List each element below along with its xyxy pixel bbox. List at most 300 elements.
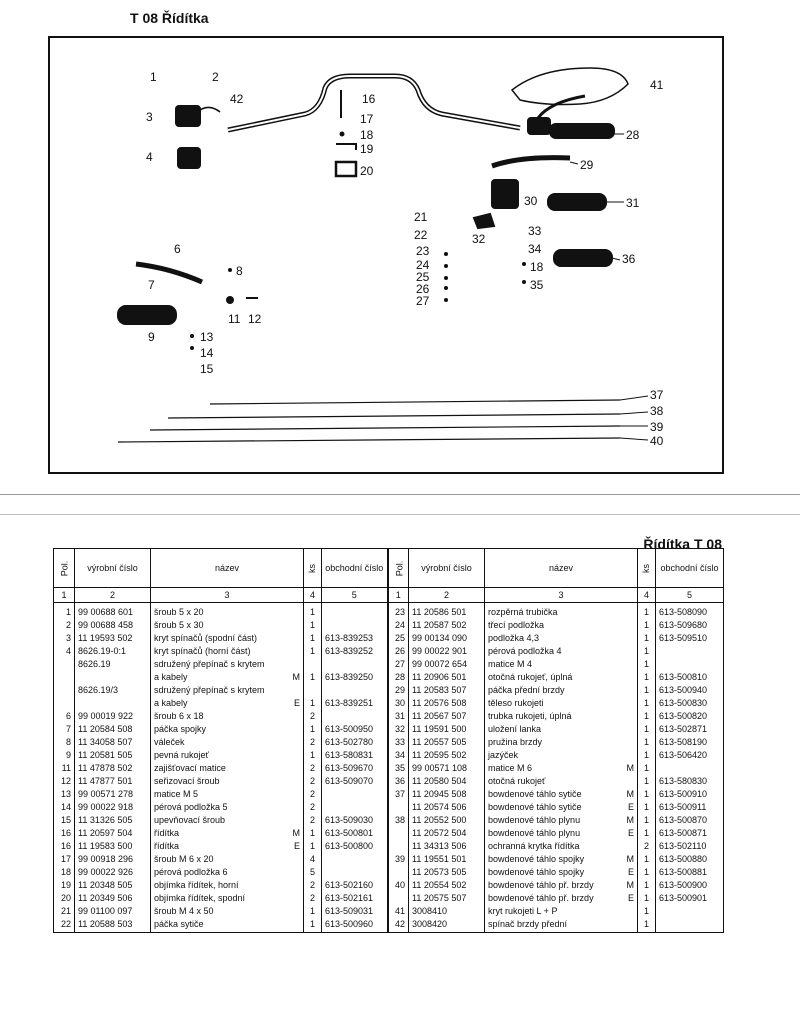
cell-oc: 613-500901: [656, 893, 724, 906]
cell-n: [151, 633, 304, 646]
cell-n: [485, 724, 638, 737]
cell-ks: [304, 659, 322, 672]
callout-3: 3: [146, 110, 153, 124]
cell-pol: 38: [388, 815, 409, 828]
col-number: 1: [54, 588, 75, 603]
table-row: [54, 776, 724, 789]
variant-flag: M: [292, 672, 300, 682]
cell-vc: 11 19583 500: [75, 841, 151, 854]
col-number: 2: [409, 588, 485, 603]
cell-vc: 11 20576 508: [409, 698, 485, 711]
cell-ks: 5: [304, 867, 322, 880]
cell-pol: 3: [54, 633, 75, 646]
col-number: 4: [638, 588, 656, 603]
cell-n: [485, 841, 638, 854]
cell-pol: 21: [54, 906, 75, 919]
part-name: trubka rukojeti, úplná: [488, 711, 572, 721]
table-row: [54, 724, 724, 737]
cell-pol: 9: [54, 750, 75, 763]
callout-36: 36: [622, 252, 636, 266]
part-name: šroub M 6 x 20: [154, 854, 214, 864]
cell-pol: 18: [54, 867, 75, 880]
part-name: kryt rukojeti L + P: [488, 906, 558, 916]
part-name: otočná rukojeť, úplná: [488, 672, 573, 682]
callout-41: 41: [650, 78, 664, 92]
cell-pol: [54, 659, 75, 672]
header-pol: Pol.: [388, 549, 409, 588]
part-name: třecí podložka: [488, 620, 545, 630]
table-title: Řídítka T 08: [643, 536, 722, 552]
cell-pol: 31: [388, 711, 409, 724]
cell-vc: 11 20554 502: [409, 880, 485, 893]
callout-40: 40: [650, 434, 664, 448]
cell-pol: 40: [388, 880, 409, 893]
part-name: otočná rukojeť: [488, 776, 546, 786]
part-name: spínač brzdy přední: [488, 919, 568, 929]
cell-vc: 3008420: [409, 919, 485, 933]
part-name: sdružený přepínač s krytem: [154, 659, 265, 669]
cell-ks: 1: [304, 919, 322, 933]
cell-n: [485, 633, 638, 646]
callout-2: 2: [212, 70, 219, 84]
table-row: [54, 633, 724, 646]
callout-14: 14: [200, 346, 214, 360]
part-name: uložení lanka: [488, 724, 542, 734]
cell-ks: 1: [638, 659, 656, 672]
cell-n: [485, 620, 638, 633]
cell-oc: 613-500911: [656, 802, 724, 815]
part-name: matice M 5: [154, 789, 199, 799]
callout-18b: 18: [530, 260, 544, 274]
part-name: upevňovací šroub: [154, 815, 226, 825]
cell-pol: 33: [388, 737, 409, 750]
cell-oc: [656, 906, 724, 919]
callout-28: 28: [626, 128, 640, 142]
cell-oc: 613-500900: [656, 880, 724, 893]
header-pol: Pol.: [54, 549, 75, 588]
cell-oc: 613-839252: [322, 646, 388, 659]
cell-oc: 613-508090: [656, 603, 724, 621]
cell-pol: [388, 867, 409, 880]
part-name: šroub M 4 x 50: [154, 906, 214, 916]
callout-6: 6: [174, 242, 181, 256]
cell-ks: 1: [638, 633, 656, 646]
cell-pol: 11: [54, 763, 75, 776]
cell-oc: [322, 854, 388, 867]
callout-34: 34: [528, 242, 542, 256]
part-name: páčka sytiče: [154, 919, 204, 929]
cell-pol: 23: [388, 603, 409, 621]
page-divider: [0, 514, 800, 515]
variant-flag: M: [626, 880, 634, 890]
part-name: podložka 4,3: [488, 633, 540, 643]
cell-oc: 613-502780: [322, 737, 388, 750]
cell-vc: 11 34313 506: [409, 841, 485, 854]
header-nazev: název: [151, 549, 304, 588]
callout-16: 16: [362, 92, 376, 106]
cell-pol: 4: [54, 646, 75, 659]
cell-pol: 36: [388, 776, 409, 789]
cell-pol: 34: [388, 750, 409, 763]
cell-vc: 11 20348 505: [75, 880, 151, 893]
cell-pol: 19: [54, 880, 75, 893]
cell-vc: 11 20945 508: [409, 789, 485, 802]
cell-n: [485, 763, 638, 776]
cell-pol: 2: [54, 620, 75, 633]
cell-oc: [656, 763, 724, 776]
cell-ks: 1: [638, 620, 656, 633]
cell-oc: 613-839253: [322, 633, 388, 646]
table-row: [54, 880, 724, 893]
cell-oc: 613-500801: [322, 828, 388, 841]
col-number: 1: [388, 588, 409, 603]
cell-n: [151, 698, 304, 711]
part-name: pružina brzdy: [488, 737, 543, 747]
cell-vc: 11 20557 505: [409, 737, 485, 750]
cell-ks: [304, 685, 322, 698]
variant-flag: E: [293, 698, 300, 708]
cell-vc: 11 19593 502: [75, 633, 151, 646]
cell-oc: 613-500810: [656, 672, 724, 685]
cell-oc: 613-502161: [322, 893, 388, 906]
cell-oc: 613-500880: [656, 854, 724, 867]
cell-oc: 613-509670: [322, 763, 388, 776]
variant-flag: E: [627, 893, 634, 903]
part-name: seřizovací šroub: [154, 776, 220, 786]
cell-oc: 613-500820: [656, 711, 724, 724]
cell-ks: 1: [638, 698, 656, 711]
callout-30: 30: [524, 194, 538, 208]
table-row: [54, 789, 724, 802]
cell-pol: 39: [388, 854, 409, 867]
cell-ks: 1: [638, 776, 656, 789]
part-name: ochranná krytka řídítka: [488, 841, 580, 851]
variant-flag: M: [292, 828, 300, 838]
cell-ks: 1: [638, 685, 656, 698]
cell-pol: [54, 672, 75, 685]
header-ks: ks: [638, 549, 656, 588]
cell-n: [485, 802, 638, 815]
cell-n: [151, 776, 304, 789]
cell-pol: 24: [388, 620, 409, 633]
page-divider: [0, 494, 800, 495]
cell-vc: 11 19551 501: [409, 854, 485, 867]
col-number: 5: [322, 588, 388, 603]
cell-vc: 8626.19-0:1: [75, 646, 151, 659]
cell-vc: 11 20349 506: [75, 893, 151, 906]
cell-ks: 1: [638, 919, 656, 933]
parts-table-body: [54, 603, 724, 933]
cell-oc: 613-839251: [322, 698, 388, 711]
callout-4: 4: [146, 150, 153, 164]
cell-oc: 613-580831: [322, 750, 388, 763]
variant-flag: E: [627, 802, 634, 812]
cell-ks: 1: [304, 724, 322, 737]
cell-vc: 11 20567 507: [409, 711, 485, 724]
cell-oc: 613-500870: [656, 815, 724, 828]
cell-ks: 1: [638, 854, 656, 867]
cell-oc: 613-500940: [656, 685, 724, 698]
table-row: [54, 685, 724, 698]
cell-oc: [322, 685, 388, 698]
part-name: rozpěrná trubička: [488, 607, 558, 617]
part-name: šroub 5 x 20: [154, 607, 204, 617]
part-name: bowdenové táhlo př. brzdy: [488, 880, 594, 890]
cell-vc: 11 20580 504: [409, 776, 485, 789]
table-row: [54, 698, 724, 711]
cell-oc: 613-500910: [656, 789, 724, 802]
table-row: [54, 672, 724, 685]
part-name: zajišťovací matice: [154, 763, 226, 773]
callout-22: 22: [414, 228, 428, 242]
cell-ks: 1: [638, 603, 656, 621]
cell-n: [485, 776, 638, 789]
cell-vc: 11 31326 505: [75, 815, 151, 828]
cell-ks: 1: [638, 711, 656, 724]
table-row: [54, 603, 724, 621]
cell-vc: 99 01100 097: [75, 906, 151, 919]
cell-pol: [388, 893, 409, 906]
cell-oc: 613-509031: [322, 906, 388, 919]
part-name: bowdenové táhlo plynu: [488, 815, 581, 825]
part-name: kryt spínačů (spodní část): [154, 633, 258, 643]
cell-ks: 1: [638, 815, 656, 828]
cell-pol: 28: [388, 672, 409, 685]
callout-11: 11: [228, 312, 241, 326]
cell-ks: 2: [638, 841, 656, 854]
col-number: 5: [656, 588, 724, 603]
cell-oc: 613-506420: [656, 750, 724, 763]
cell-ks: 1: [638, 828, 656, 841]
cell-ks: 2: [304, 711, 322, 724]
callout-35: 35: [530, 278, 544, 292]
table-row: [54, 737, 724, 750]
cell-ks: 1: [304, 906, 322, 919]
cell-vc: [75, 672, 151, 685]
cell-n: [151, 685, 304, 698]
cell-oc: [322, 603, 388, 621]
cell-n: [151, 672, 304, 685]
part-name: páčka přední brzdy: [488, 685, 565, 695]
cell-oc: 613-839250: [322, 672, 388, 685]
cell-pol: 16: [54, 828, 75, 841]
header-ks: ks: [304, 549, 322, 588]
cell-pol: 32: [388, 724, 409, 737]
callout-13: 13: [200, 330, 214, 344]
header-obchodni: obchodní číslo: [322, 549, 388, 588]
table-row: [54, 620, 724, 633]
part-name: a kabely: [154, 672, 188, 682]
cell-oc: [322, 620, 388, 633]
cell-vc: 99 00571 278: [75, 789, 151, 802]
cell-vc: 11 20552 500: [409, 815, 485, 828]
cell-n: [485, 698, 638, 711]
part-name: objímka řídítek, spodní: [154, 893, 246, 903]
cell-ks: 1: [304, 603, 322, 621]
callout-26: 26: [416, 282, 430, 296]
cell-oc: 613-509030: [322, 815, 388, 828]
cell-pol: 1: [54, 603, 75, 621]
cell-n: [151, 646, 304, 659]
callout-15: 15: [200, 362, 214, 376]
callout-37: 37: [650, 388, 664, 402]
cell-pol: [388, 841, 409, 854]
callout-19: 19: [360, 142, 374, 156]
cell-pol: 12: [54, 776, 75, 789]
cell-ks: 2: [304, 802, 322, 815]
cell-pol: 8: [54, 737, 75, 750]
header-vyrobni: výrobní číslo: [75, 549, 151, 588]
callout-9: 9: [148, 330, 155, 344]
part-name: pevná rukojeť: [154, 750, 209, 760]
cell-n: [151, 828, 304, 841]
cell-n: [151, 659, 304, 672]
cell-vc: 11 47877 501: [75, 776, 151, 789]
cell-pol: [54, 685, 75, 698]
callout-17: 17: [360, 112, 374, 126]
cell-n: [485, 685, 638, 698]
cell-ks: 2: [304, 815, 322, 828]
cell-pol: 7: [54, 724, 75, 737]
part-name: matice M 4: [488, 659, 533, 669]
page-title: T 08 Řídítka: [130, 10, 209, 26]
cell-ks: 1: [304, 828, 322, 841]
callout-39: 39: [650, 420, 664, 434]
callout-18: 18: [360, 128, 374, 142]
callout-21: 21: [414, 210, 428, 224]
cell-ks: 2: [304, 763, 322, 776]
cell-vc: 11 20906 501: [409, 672, 485, 685]
cell-oc: 613-508190: [656, 737, 724, 750]
part-name: bowdenové táhlo spojky: [488, 854, 585, 864]
cell-n: [485, 854, 638, 867]
cell-n: [151, 919, 304, 933]
cell-ks: 2: [304, 893, 322, 906]
cell-vc: 11 20584 508: [75, 724, 151, 737]
cell-pol: [388, 802, 409, 815]
cell-oc: [322, 711, 388, 724]
part-name: bowdenové táhlo sytiče: [488, 789, 582, 799]
variant-flag: M: [626, 789, 634, 799]
cell-oc: 613-500871: [656, 828, 724, 841]
variant-flag: M: [626, 815, 634, 825]
table-row: [54, 906, 724, 919]
cell-n: [485, 906, 638, 919]
table-row: [54, 711, 724, 724]
cell-ks: 1: [638, 672, 656, 685]
callout-7: 7: [148, 278, 155, 292]
cell-n: [485, 737, 638, 750]
header-nazev: název: [485, 549, 638, 588]
part-name: sdružený přepínač s krytem: [154, 685, 265, 695]
table-row: [54, 828, 724, 841]
cell-ks: 1: [638, 763, 656, 776]
callout-1: 1: [150, 70, 157, 84]
table-row: [54, 867, 724, 880]
cell-n: [485, 880, 638, 893]
cell-n: [151, 737, 304, 750]
cell-n: [485, 815, 638, 828]
part-name: šroub 6 x 18: [154, 711, 204, 721]
variant-flag: M: [626, 763, 634, 773]
cell-n: [485, 789, 638, 802]
cell-vc: 11 19591 500: [409, 724, 485, 737]
cell-vc: 99 00072 654: [409, 659, 485, 672]
table-row: [54, 763, 724, 776]
cell-n: [151, 841, 304, 854]
callout-42: 42: [230, 92, 244, 106]
cell-oc: [322, 867, 388, 880]
callout-12: 12: [248, 312, 262, 326]
cell-n: [485, 919, 638, 933]
cell-ks: 1: [638, 724, 656, 737]
cell-oc: 613-502871: [656, 724, 724, 737]
cell-vc: 99 00918 296: [75, 854, 151, 867]
cell-n: [485, 603, 638, 621]
cell-oc: 613-580830: [656, 776, 724, 789]
cell-pol: 14: [54, 802, 75, 815]
cell-n: [151, 815, 304, 828]
exploded-diagram: [48, 36, 724, 474]
part-name: řídítka: [154, 828, 180, 838]
part-name: matice M 6: [488, 763, 533, 773]
cell-oc: 613-500950: [322, 724, 388, 737]
cell-vc: 11 20588 503: [75, 919, 151, 933]
cell-pol: 15: [54, 815, 75, 828]
cell-pol: [388, 828, 409, 841]
callout-20: 20: [360, 164, 374, 178]
cell-ks: 1: [304, 841, 322, 854]
callout-24: 24: [416, 258, 430, 272]
cell-pol: 42: [388, 919, 409, 933]
table-row: [54, 659, 724, 672]
cell-vc: 11 20574 506: [409, 802, 485, 815]
part-name: a kabely: [154, 698, 188, 708]
cell-oc: [656, 919, 724, 933]
callout-25: 25: [416, 270, 430, 284]
cell-vc: 11 20575 507: [409, 893, 485, 906]
cell-vc: 11 20595 502: [409, 750, 485, 763]
callout-23: 23: [416, 244, 430, 258]
cell-oc: [656, 646, 724, 659]
cell-vc: 11 34058 507: [75, 737, 151, 750]
part-name: páčka spojky: [154, 724, 207, 734]
cell-ks: 1: [304, 672, 322, 685]
cell-pol: [54, 698, 75, 711]
cell-n: [151, 711, 304, 724]
cell-n: [151, 867, 304, 880]
table-row: [54, 646, 724, 659]
cell-oc: [322, 789, 388, 802]
cell-n: [151, 789, 304, 802]
part-name: bowdenové táhlo př. brzdy: [488, 893, 594, 903]
table-row: [54, 893, 724, 906]
cell-ks: 1: [304, 750, 322, 763]
part-name: pérová podložka 6: [154, 867, 228, 877]
cell-n: [151, 906, 304, 919]
cell-oc: [322, 659, 388, 672]
part-name: kryt spínačů (horní část): [154, 646, 251, 656]
callout-29: 29: [580, 158, 594, 172]
cell-ks: 1: [304, 698, 322, 711]
header-obchodni: obchodní číslo: [656, 549, 724, 588]
cell-vc: 99 00134 090: [409, 633, 485, 646]
cell-n: [151, 893, 304, 906]
cell-ks: 1: [304, 646, 322, 659]
cell-oc: 613-500881: [656, 867, 724, 880]
cell-vc: 11 20586 501: [409, 603, 485, 621]
cell-ks: 2: [304, 880, 322, 893]
